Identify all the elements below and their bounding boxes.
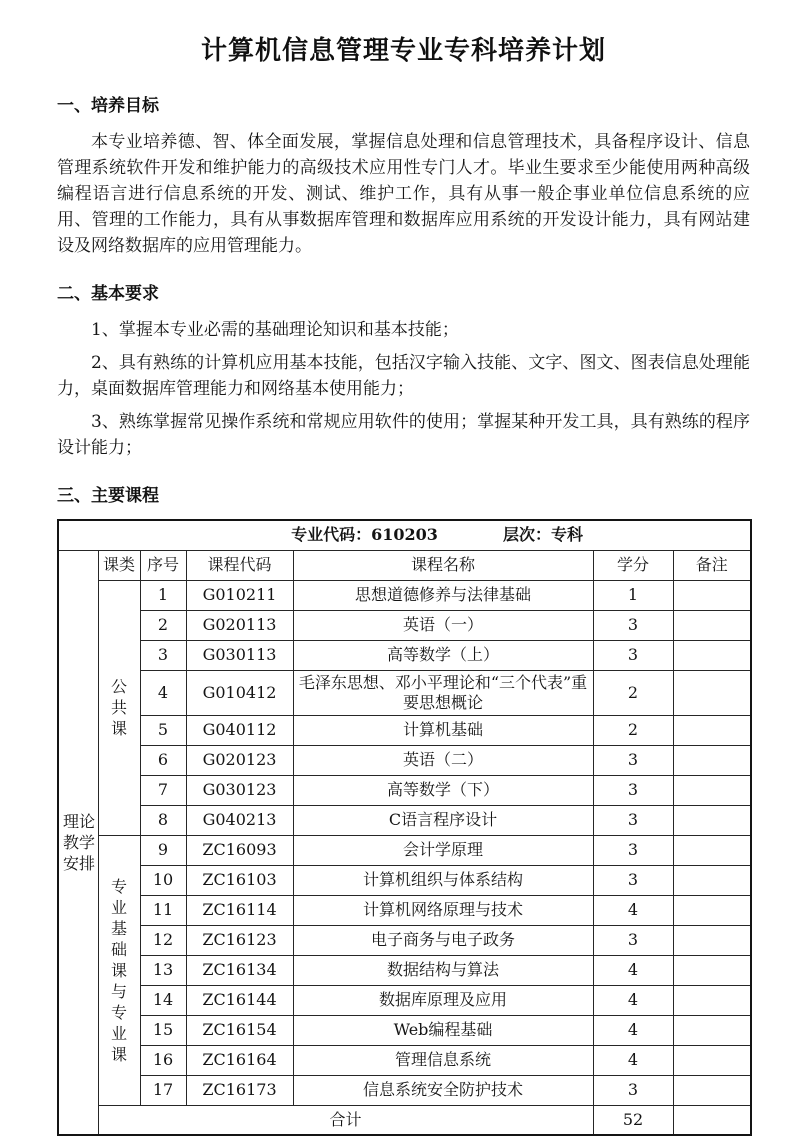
column-header: 课程代码 (186, 550, 293, 580)
course-code: ZC16123 (186, 925, 293, 955)
category-cell (98, 580, 140, 835)
course-seq: 11 (140, 895, 186, 925)
course-code: ZC16114 (186, 895, 293, 925)
course-remarks (673, 1045, 751, 1075)
course-row (58, 745, 751, 775)
course-row (58, 895, 751, 925)
course-seq: 2 (140, 610, 186, 640)
course-name: 高等数学（上） (293, 640, 593, 670)
course-credits: 1 (593, 580, 673, 610)
course-seq: 5 (140, 715, 186, 745)
requirement-item-1: 1、掌握本专业必需的基础理论知识和基本技能； (91, 320, 459, 340)
course-row (58, 1045, 751, 1075)
course-row (58, 805, 751, 835)
course-row (58, 1015, 751, 1045)
course-seq: 10 (140, 865, 186, 895)
course-remarks (673, 805, 751, 835)
page-title: 计算机信息管理专业专科培养计划 (200, 36, 606, 66)
course-seq: 16 (140, 1045, 186, 1075)
course-row (58, 985, 751, 1015)
total-row (58, 1105, 751, 1135)
course-credits: 3 (593, 775, 673, 805)
table-header-row (58, 550, 751, 580)
category-cell (98, 835, 140, 1105)
course-remarks (673, 640, 751, 670)
course-name: Web编程基础 (293, 1015, 593, 1045)
course-code: G020113 (186, 610, 293, 640)
course-row (58, 865, 751, 895)
course-seq: 13 (140, 955, 186, 985)
column-header: 课类 (98, 550, 140, 580)
course-credits: 4 (593, 1015, 673, 1045)
course-code: G020123 (186, 745, 293, 775)
column-header: 课程名称 (293, 550, 593, 580)
course-name: 计算机基础 (293, 715, 593, 745)
table-side-label-text: 理论教学安排 (63, 811, 96, 873)
courses-table (57, 519, 752, 1136)
course-seq: 7 (140, 775, 186, 805)
table-side-label (58, 550, 98, 1135)
course-remarks (673, 1075, 751, 1105)
course-credits: 4 (593, 955, 673, 985)
course-credits: 4 (593, 895, 673, 925)
column-header: 学分 (593, 550, 673, 580)
course-name: 会计学原理 (293, 835, 593, 865)
course-remarks (673, 865, 751, 895)
course-remarks (673, 745, 751, 775)
course-remarks (673, 670, 751, 715)
courses-table-body (58, 520, 751, 1135)
course-code: G010211 (186, 580, 293, 610)
course-seq: 17 (140, 1075, 186, 1105)
course-remarks (673, 895, 751, 925)
category-label: 公共课 (111, 677, 128, 738)
course-row (58, 1075, 751, 1105)
total-credits: 52 (593, 1105, 673, 1135)
course-row (58, 775, 751, 805)
course-code: G040213 (186, 805, 293, 835)
course-credits: 4 (593, 1045, 673, 1075)
course-remarks (673, 580, 751, 610)
course-row (58, 925, 751, 955)
course-name: C语言程序设计 (293, 805, 593, 835)
course-name: 信息系统安全防护技术 (293, 1075, 593, 1105)
course-row (58, 580, 751, 610)
total-remarks (673, 1105, 751, 1135)
column-header: 备注 (673, 550, 751, 580)
objectives-paragraph: 本专业培养德、智、体全面发展，掌握信息处理和信息管理技术，具备程序设计、信息管理系统软件开发和维护能力的高级技术应用性专门人才。毕业生要求至少能使用两种高级编程语言进行信息系统的开发、测试、维护工作，具有从事一般企事业单位信息系统的应用、管理的工作能力，具有从事数据库管理和数据库应用系统的开发设计能力，具有网站建设及网络数据库的应用管理能力。 (57, 132, 750, 256)
course-code: G030123 (186, 775, 293, 805)
course-remarks (673, 925, 751, 955)
course-credits: 3 (593, 610, 673, 640)
major-code-label: 专业代码： (291, 525, 372, 545)
course-name: 高等数学（下） (293, 775, 593, 805)
course-code: ZC16093 (186, 835, 293, 865)
major-code-value: 610203 (371, 525, 438, 545)
course-code: ZC16144 (186, 985, 293, 1015)
section-heading-objectives: 一、培养目标 (57, 96, 159, 116)
course-row (58, 715, 751, 745)
course-seq: 4 (140, 670, 186, 715)
course-name: 英语（二） (293, 745, 593, 775)
course-remarks (673, 985, 751, 1015)
section-heading-courses: 三、主要课程 (57, 486, 159, 506)
section-heading-requirements: 二、基本要求 (57, 284, 159, 304)
course-credits: 2 (593, 670, 673, 715)
course-row (58, 955, 751, 985)
course-seq: 9 (140, 835, 186, 865)
course-remarks (673, 955, 751, 985)
course-code: ZC16173 (186, 1075, 293, 1105)
course-credits: 3 (593, 925, 673, 955)
major-code (226, 525, 503, 545)
requirement-item-3: 3、熟练掌握常见操作系统和常规应用软件的使用；掌握某种开发工具，具有熟练的程序设计能力； (57, 412, 750, 458)
course-name: 管理信息系统 (293, 1045, 593, 1075)
course-row (58, 670, 751, 715)
course-credits: 3 (593, 835, 673, 865)
course-remarks (673, 715, 751, 745)
course-name: 电子商务与电子政务 (293, 925, 593, 955)
course-name: 毛泽东思想、邓小平理论和“三个代表”重要思想概论 (293, 670, 593, 715)
course-credits: 3 (593, 1075, 673, 1105)
course-code: ZC16103 (186, 865, 293, 895)
course-credits: 3 (593, 865, 673, 895)
course-remarks (673, 1015, 751, 1045)
course-seq: 14 (140, 985, 186, 1015)
course-row (58, 640, 751, 670)
table-meta-cell (58, 520, 751, 550)
course-code: ZC16134 (186, 955, 293, 985)
course-name: 英语（一） (293, 610, 593, 640)
category-label: 专业基础课与专业课 (111, 876, 128, 1064)
course-code: ZC16164 (186, 1045, 293, 1075)
requirement-item-2: 2、具有熟练的计算机应用基本技能，包括汉字输入技能、文字、图文、图表信息处理能力，桌面数据库管理能力和网络基本使用能力； (57, 353, 750, 399)
course-credits: 4 (593, 985, 673, 1015)
course-seq: 6 (140, 745, 186, 775)
course-seq: 3 (140, 640, 186, 670)
course-credits: 3 (593, 640, 673, 670)
course-remarks (673, 775, 751, 805)
course-name: 数据库原理及应用 (293, 985, 593, 1015)
course-credits: 3 (593, 805, 673, 835)
course-credits: 3 (593, 745, 673, 775)
course-credits: 2 (593, 715, 673, 745)
course-row (58, 610, 751, 640)
course-remarks (673, 610, 751, 640)
level-label: 层次： (503, 525, 552, 545)
course-remarks (673, 835, 751, 865)
column-header: 序号 (140, 550, 186, 580)
total-label: 合计 (98, 1105, 593, 1135)
course-seq: 8 (140, 805, 186, 835)
course-row (58, 835, 751, 865)
course-code: ZC16154 (186, 1015, 293, 1045)
level-value: 专科 (551, 525, 584, 545)
course-seq: 12 (140, 925, 186, 955)
course-seq: 1 (140, 580, 186, 610)
course-code: G040112 (186, 715, 293, 745)
course-name: 思想道德修养与法律基础 (293, 580, 593, 610)
course-code: G010412 (186, 670, 293, 715)
course-name: 计算机网络原理与技术 (293, 895, 593, 925)
course-seq: 15 (140, 1015, 186, 1045)
table-meta-row (58, 520, 751, 550)
course-name: 计算机组织与体系结构 (293, 865, 593, 895)
level (503, 525, 583, 544)
course-name: 数据结构与算法 (293, 955, 593, 985)
course-code: G030113 (186, 640, 293, 670)
